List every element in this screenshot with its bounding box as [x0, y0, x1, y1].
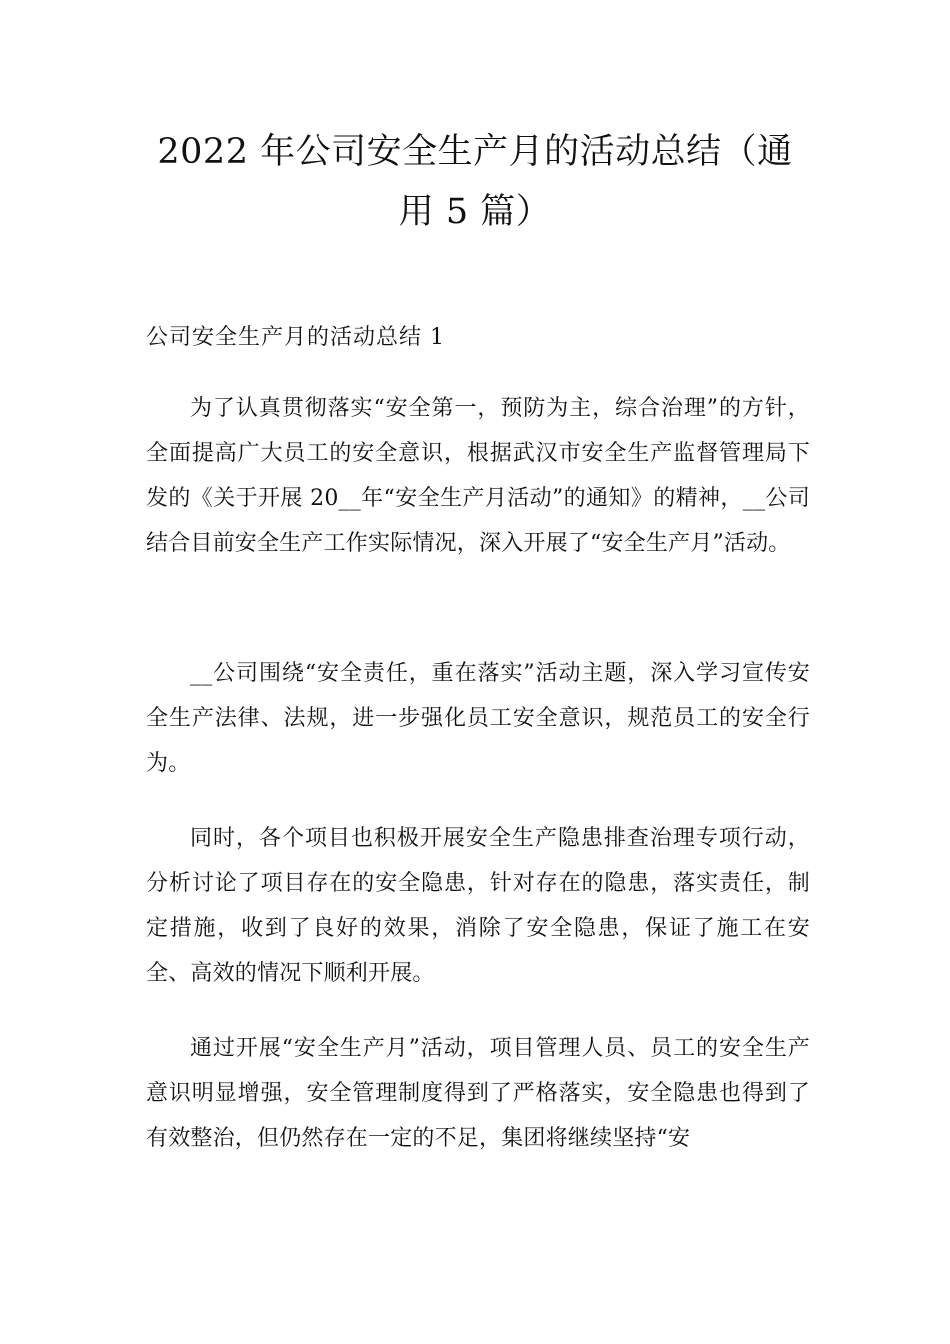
paragraph-1: 为了认真贯彻落实“安全第一，预防为主，综合治理”的方针，全面提高广大员工的安全意识，根据武汉市安全生产监督管理局下发的《关于开展 20__年“安全生产月活动”的通知》的精神，__公司结合目前安全生产工作实际情况，深入开展了“安全生产月”活动。: [146, 396, 810, 556]
paragraph-4: 通过开展“安全生产月”活动，项目管理人员、员工的安全生产意识明显增强，安全管理制度得到了严格落实，安全隐患也得到了有效整治，但仍然存在一定的不足，集团将继续坚持“安: [146, 1036, 810, 1151]
section-heading: 公司安全生产月的活动总结 1: [146, 325, 445, 350]
paragraph-2: __公司围绕“安全责任，重在落实”活动主题，深入学习宣传安全生产法律、法规，进一步强化员工安全意识，规范员工的安全行为。: [146, 661, 810, 776]
document-title: 2022 年公司安全生产月的活动总结（通用 5 篇）: [157, 132, 793, 232]
paragraph-3: 同时，各个项目也积极开展安全生产隐患排查治理专项行动，分析讨论了项目存在的安全隐患，针对存在的隐患，落实责任，制定措施，收到了良好的效果，消除了安全隐患，保证了施工在安全、高效的情况下顺利开展。: [146, 826, 810, 986]
